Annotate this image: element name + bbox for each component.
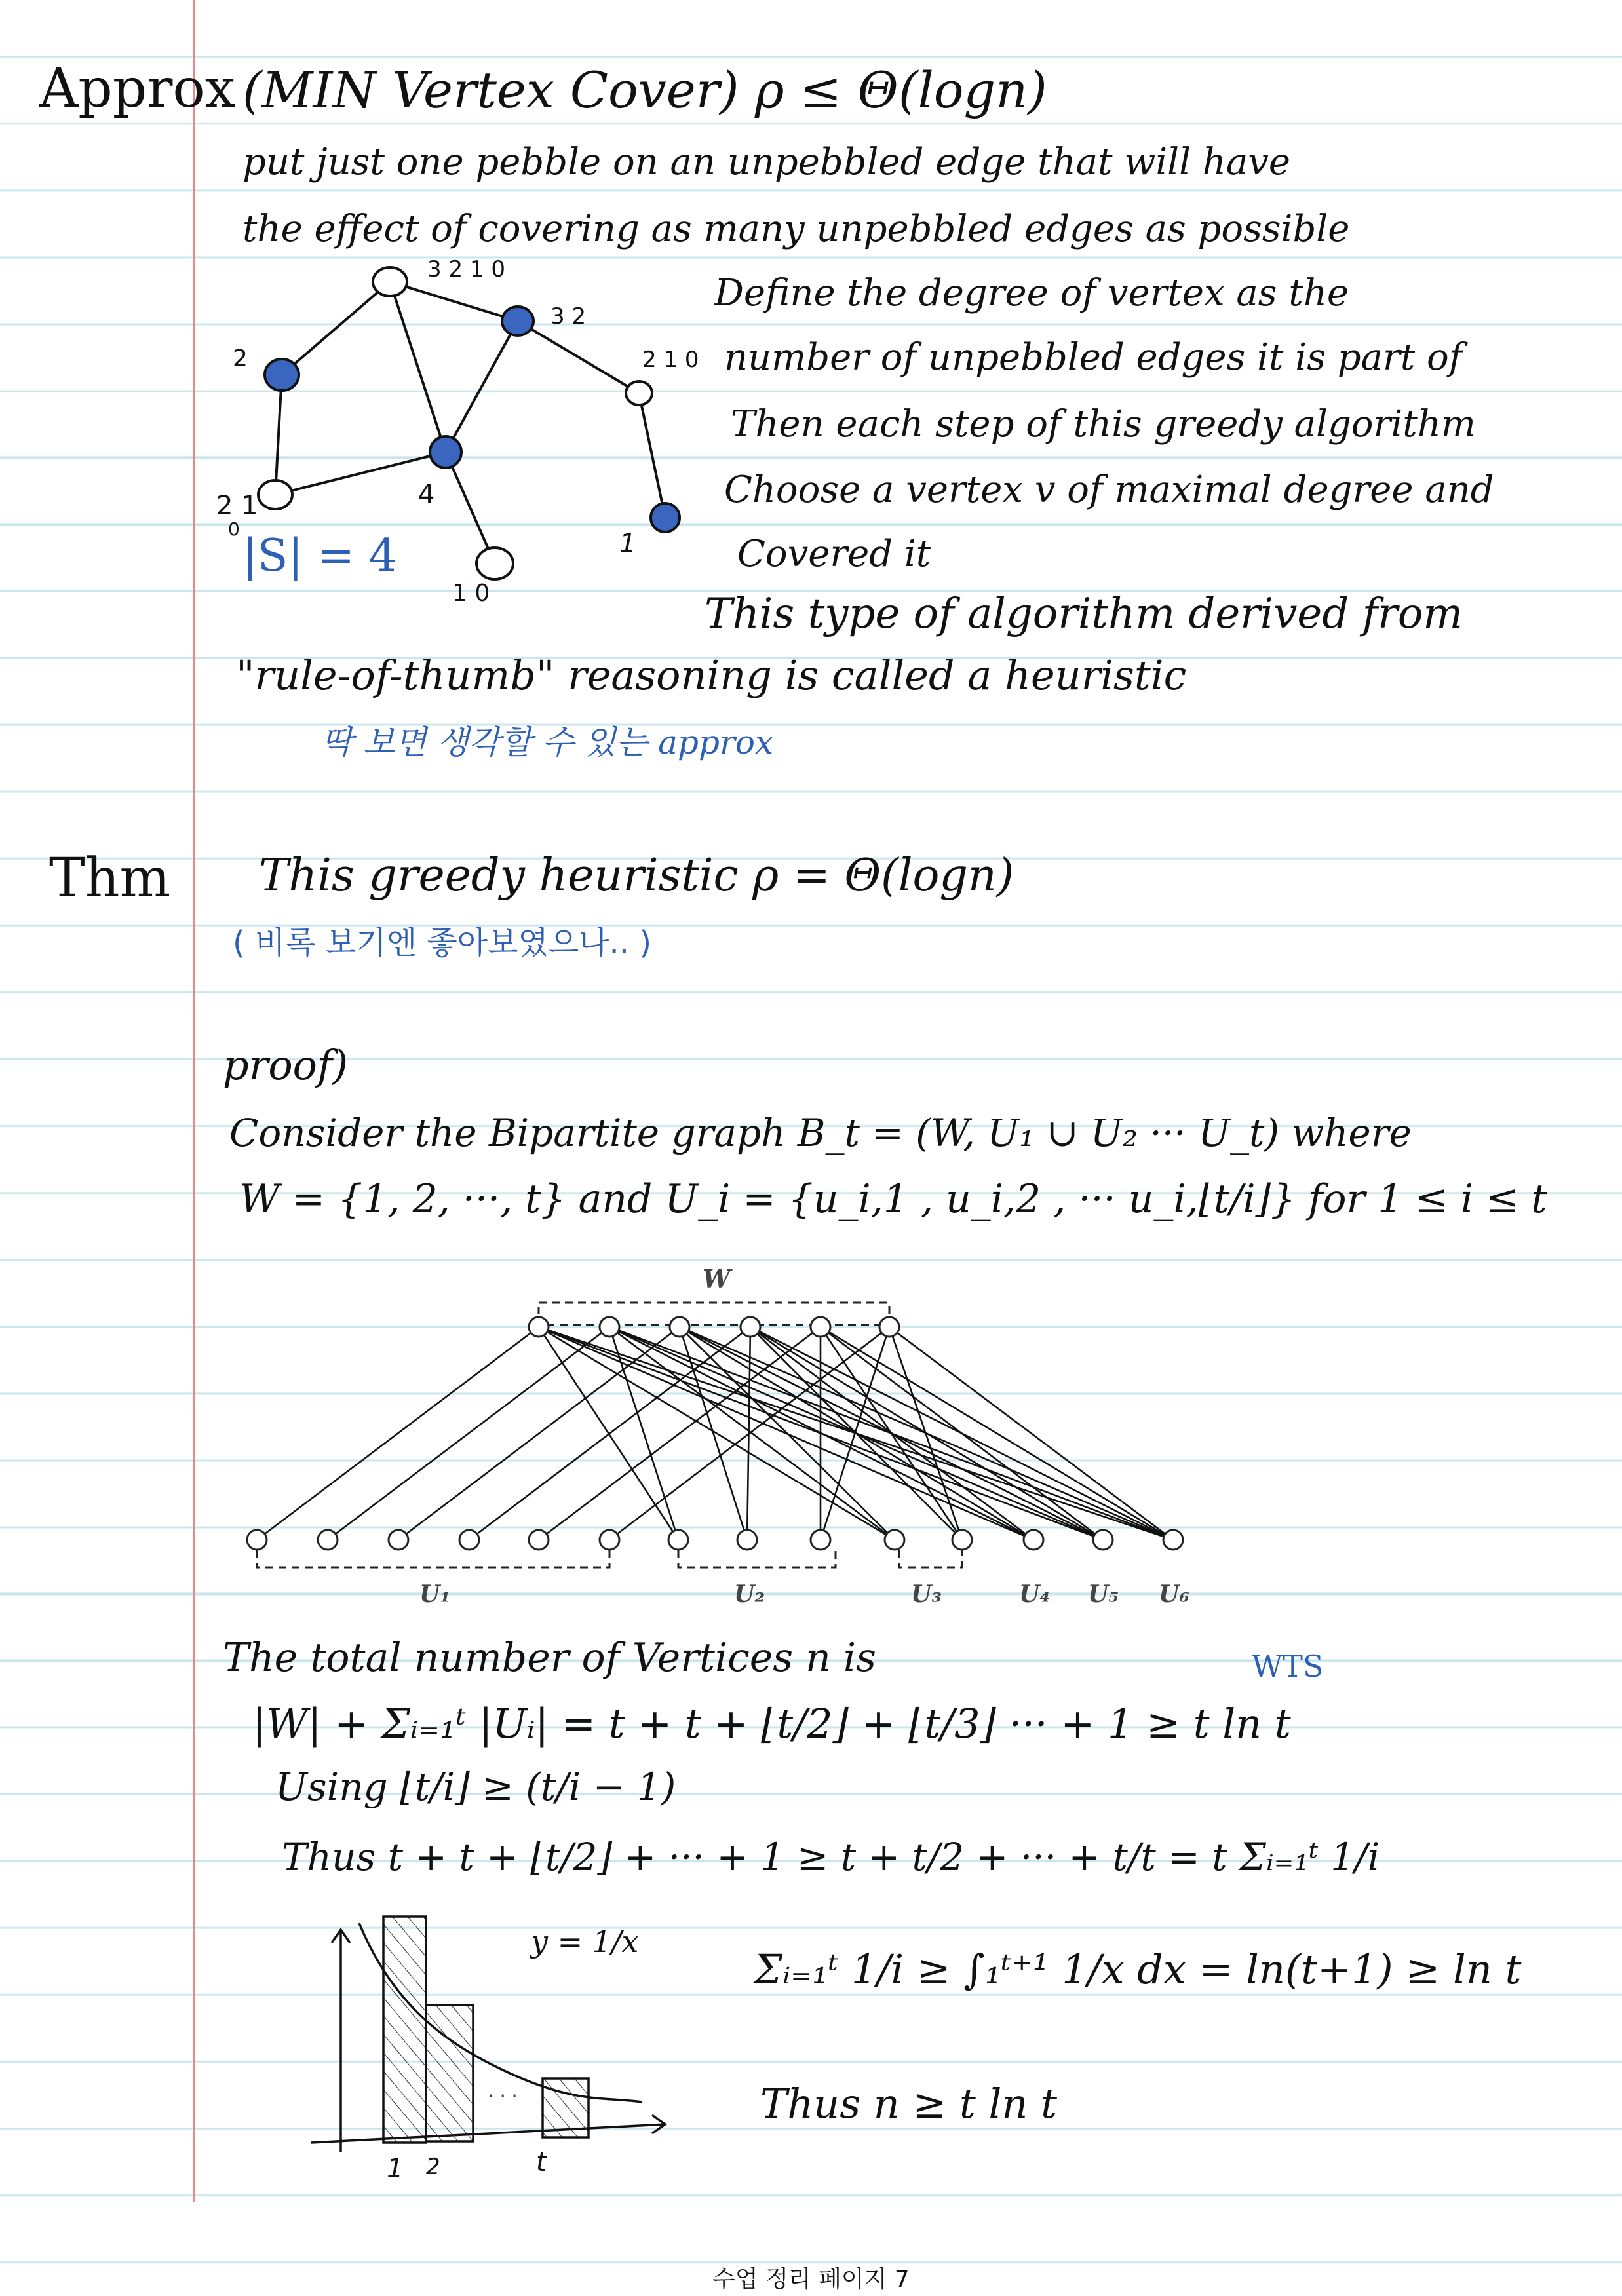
u-group-label-5: U₅ — [1088, 1580, 1119, 1608]
vertex-label: 1 — [619, 529, 636, 559]
u-vertex — [885, 1530, 904, 1550]
margin-label-thm: Thm — [49, 847, 171, 909]
proof-label: proof) — [223, 1041, 349, 1089]
harmonic-bar — [543, 2078, 589, 2137]
vertex-label: 2 1 0 — [642, 347, 699, 373]
w-vertex — [741, 1317, 760, 1337]
vertex-label: 3 2 — [550, 303, 587, 330]
margin-label-approx: Approx — [39, 58, 236, 120]
u-group-label-4: U₄ — [1019, 1580, 1051, 1608]
bipartite-edge — [750, 1327, 1173, 1540]
approx-title: (MIN Vertex Cover) ρ ≤ Θ(logn) — [242, 61, 1047, 119]
proof-line-2: W = {1, 2, ···, t} and U_i = {u_i,1 , u_i,2 , ··· u_i,⌊t/i⌋} for 1 ≤ i ≤ t — [239, 1176, 1547, 1222]
harmonic-area-sketch — [0, 0, 721, 2202]
w-vertex — [811, 1317, 830, 1337]
approx-line-1: put just one pebble on an unpebbled edge that will have — [242, 141, 1291, 183]
vertex-label: 0 — [228, 518, 240, 540]
curve-label: y = 1/x — [531, 1924, 639, 1959]
axis-tick-label: t — [536, 2147, 547, 2177]
definition-line-2: number of unpebbled edges it is part of — [724, 336, 1463, 379]
w-vertex — [879, 1317, 899, 1337]
x-axis — [311, 2124, 665, 2143]
harmonic-bar — [383, 1917, 426, 2143]
vertex-label: 3 2 1 0 — [427, 256, 505, 282]
u-vertex — [737, 1530, 757, 1550]
u-group-label-1: U₁ — [419, 1580, 451, 1608]
theorem-korean-note: ( 비록 보기엔 좋아보였으나.. ) — [233, 925, 652, 961]
proof-line-1: Consider the Bipartite graph B_t = (W, U₁ ∪ U₂ ··· U_t) where — [229, 1111, 1412, 1155]
definition-line-1: Define the degree of vertex as the — [714, 272, 1349, 315]
axis-tick-label: 1 — [387, 2154, 404, 2184]
u-vertex — [811, 1530, 830, 1550]
integral-bound-line: Σᵢ₌₁ᵗ 1/i ≥ ∫₁ᵗ⁺¹ 1/x dx = ln(t+1) ≥ ln t — [754, 1945, 1522, 1993]
bipartite-edge — [889, 1327, 1173, 1540]
u-vertex — [1093, 1530, 1113, 1550]
u-vertex — [1024, 1530, 1043, 1550]
vertex-label: 2 1 — [216, 491, 258, 521]
u-group-label-3: U₃ — [911, 1580, 942, 1608]
approx-korean-note: 딱 보면 생각할 수 있는 approx — [321, 723, 774, 761]
axis-tick-label: 2 — [426, 2154, 440, 2180]
u3-group-bracket — [899, 1550, 962, 1567]
conclusion-line: Thus n ≥ t ln t — [760, 2080, 1058, 2128]
vertex-label: 4 — [418, 480, 435, 510]
approx-line-2: the effect of covering as many unpebbled edges as possible — [242, 208, 1350, 250]
set-size-note: |S| = 4 — [242, 530, 397, 582]
u-vertex — [1163, 1530, 1183, 1550]
u-group-label-6: U₆ — [1159, 1580, 1190, 1608]
definition-line-5: Covered it — [737, 533, 931, 575]
vertex-label: 2 — [233, 345, 248, 372]
definition-line-3: Then each step of this greedy algorithm — [731, 403, 1476, 446]
bipartite-edge — [821, 1327, 1173, 1540]
floor-bound-line: Using ⌊t/i⌋ ≥ (t/i − 1) — [275, 1765, 676, 1809]
wts-note: WTS — [1252, 1649, 1324, 1684]
definition-line-4: Choose a vertex v of maximal degree and — [724, 469, 1494, 511]
thus-sum-line: Thus t + t + ⌊t/2⌋ + ··· + 1 ≥ t + t/2 + ··· + t/t = t Σᵢ₌₁ᵗ 1/i — [282, 1835, 1380, 1879]
u-group-label-2: U₂ — [734, 1580, 765, 1608]
w-set-label: W — [703, 1264, 731, 1293]
total-vertices-line: The total number of Vertices n is — [223, 1635, 876, 1681]
theorem-statement: This greedy heuristic ρ = Θ(logn) — [259, 850, 1014, 902]
ellipsis-mark: · · · — [488, 2085, 518, 2107]
bipartite-edge — [680, 1327, 1173, 1540]
vertex-label: 1 0 — [452, 580, 490, 607]
vertex-count-equation: |W| + Σᵢ₌₁ᵗ |Uᵢ| = t + t + ⌊t/2⌋ + ⌊t/3⌋ ··· + 1 ≥ t ln t — [252, 1700, 1291, 1748]
u-vertex — [952, 1530, 972, 1550]
page-footer: 수업 정리 페이지 7 — [712, 2266, 910, 2293]
definition-line-7: "rule-of-thumb" reasoning is called a heuristic — [236, 651, 1187, 699]
definition-line-6: This type of algorithm derived from — [705, 590, 1463, 638]
